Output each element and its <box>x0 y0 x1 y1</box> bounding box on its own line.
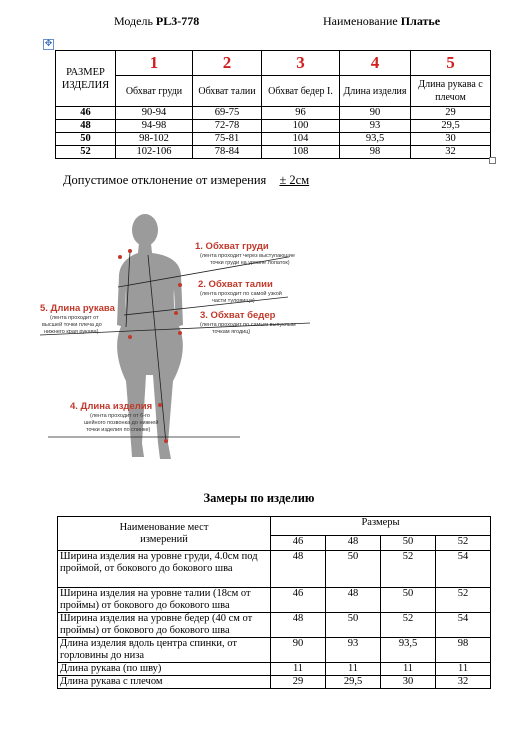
annotation-4-title: 4. Длина изделия <box>70 401 153 412</box>
measurement-value: 29,5 <box>326 676 381 689</box>
measure-number-1: 1 <box>116 51 193 76</box>
value-cell: 100 <box>262 120 340 133</box>
tolerance-value: ± 2см <box>279 173 310 187</box>
table-row <box>56 120 491 133</box>
annotation-5-sub: высшей точки плеча до <box>42 322 102 328</box>
measurement-value: 32 <box>436 676 491 689</box>
measurement-value: 93 <box>326 638 381 663</box>
size-cell: 52 <box>56 146 116 159</box>
value-cell: 96 <box>262 107 340 120</box>
annotation-1-sub: (лента проходит через выступающие <box>200 253 295 259</box>
value-cell: 75-81 <box>193 133 262 146</box>
size-column-header: 46 <box>271 536 326 551</box>
measurement-value: 52 <box>381 613 436 638</box>
annotation-2-sub: части туловища) <box>212 298 255 304</box>
size-header-cell: РАЗМЕР ИЗДЕЛИЯ <box>56 51 116 107</box>
size-cell: 48 <box>56 120 116 133</box>
annotation-4-sub: шейного позвонка до нижней <box>84 420 159 426</box>
annotation-4-sub: точки изделия по спинке) <box>86 427 151 433</box>
name-label: Наименование <box>323 14 398 28</box>
measurement-value: 48 <box>271 613 326 638</box>
measurement-value: 52 <box>436 588 491 613</box>
measurement-value: 11 <box>436 663 491 676</box>
annotation-1-sub: точки груди на уровне лопаток) <box>210 260 290 266</box>
size-column-header: 52 <box>436 536 491 551</box>
value-cell: 93 <box>340 120 411 133</box>
size-column-header: 50 <box>381 536 436 551</box>
value-cell: 98 <box>340 146 411 159</box>
value-cell: 78-84 <box>193 146 262 159</box>
value-cell: 98-102 <box>116 133 193 146</box>
value-cell: 94-98 <box>116 120 193 133</box>
measurement-value: 11 <box>271 663 326 676</box>
measurement-value: 11 <box>381 663 436 676</box>
measurement-value: 30 <box>381 676 436 689</box>
measurement-value: 52 <box>381 551 436 588</box>
annotation-5-sub: нижнего края рукава) <box>44 329 99 335</box>
measurement-value: 98 <box>436 638 491 663</box>
tolerance-line <box>63 173 309 188</box>
measurement-value: 90 <box>271 638 326 663</box>
measurement-value: 54 <box>436 551 491 588</box>
table-row <box>58 663 491 676</box>
size-column-header: 48 <box>326 536 381 551</box>
measurement-name-header: Наименование мест измерений <box>58 517 271 551</box>
value-cell: 29,5 <box>411 120 491 133</box>
annotation-5-title: 5. Длина рукава <box>40 303 115 314</box>
table-move-handle-icon[interactable]: ✥ <box>44 39 53 49</box>
table-row <box>58 588 491 613</box>
model-code: PL3-778 <box>155 14 200 28</box>
measurement-value: 93,5 <box>381 638 436 663</box>
annotation-4-sub: (лента проходит от 6-го <box>90 413 150 419</box>
measurement-name: Длина изделия вдоль центра спинки, от горловины до низа <box>58 638 271 663</box>
measure-number-4: 4 <box>340 51 411 76</box>
value-cell: 29 <box>411 107 491 120</box>
value-cell: 90-94 <box>116 107 193 120</box>
measurement-value: 50 <box>326 551 381 588</box>
product-name-heading <box>323 14 440 29</box>
measure-label-waist: Обхват талии <box>193 76 262 107</box>
measurement-value: 46 <box>271 588 326 613</box>
name-value: Платье <box>400 14 441 28</box>
measurement-value: 11 <box>326 663 381 676</box>
measurement-name: Ширина изделия на уровне груди, 4.0см под проймой, от бокового до бокового шва <box>58 551 271 588</box>
value-cell: 108 <box>262 146 340 159</box>
measure-number-5: 5 <box>411 51 491 76</box>
measure-label-length: Длина изделия <box>340 76 411 107</box>
measurement-value: 48 <box>326 588 381 613</box>
value-cell: 32 <box>411 146 491 159</box>
measurement-value: 50 <box>381 588 436 613</box>
size-cell: 50 <box>56 133 116 146</box>
model-heading <box>114 14 199 29</box>
measurement-value: 50 <box>326 613 381 638</box>
value-cell: 90 <box>340 107 411 120</box>
product-measurements-table <box>57 516 491 689</box>
measurement-name: Ширина изделия на уровне бедер (40 см от проймы) от бокового до бокового шва <box>58 613 271 638</box>
tolerance-text: Допустимое отклонение от измерения <box>63 173 267 187</box>
annotation-2-title: 2. Обхват талии <box>198 279 273 290</box>
annotation-3-sub: точкам ягодиц) <box>212 329 251 335</box>
table-row <box>58 638 491 663</box>
table-row <box>56 133 491 146</box>
annotation-2-sub: (лента проходит по самой узкой <box>200 291 282 297</box>
body-measurement-figure <box>40 205 340 475</box>
annotation-1-title: 1. Обхват груди <box>195 241 269 252</box>
measurement-name: Ширина изделия на уровне талии (18см от проймы) от бокового до бокового шва <box>58 588 271 613</box>
measure-label-bust: Обхват груди <box>116 76 193 107</box>
table-row <box>58 676 491 689</box>
measurement-value: 54 <box>436 613 491 638</box>
value-cell: 104 <box>262 133 340 146</box>
measure-label-sleeve: Длина рукава с плечом <box>411 76 491 107</box>
table-row <box>58 613 491 638</box>
measure-number-3: 3 <box>262 51 340 76</box>
size-chart-table <box>55 50 491 159</box>
annotation-3-title: 3. Обхват бедер <box>200 310 276 321</box>
measurement-name: Длина рукава с плечом <box>58 676 271 689</box>
table-row <box>56 146 491 159</box>
size-cell: 46 <box>56 107 116 120</box>
value-cell: 93,5 <box>340 133 411 146</box>
measurement-value: 29 <box>271 676 326 689</box>
value-cell: 72-78 <box>193 120 262 133</box>
product-measurements-title: Замеры по изделию <box>203 491 315 505</box>
measure-number-2: 2 <box>193 51 262 76</box>
value-cell: 30 <box>411 133 491 146</box>
sizes-header: Размеры <box>271 517 491 536</box>
table-resize-handle[interactable] <box>489 157 496 164</box>
annotation-3-sub: (лента проходит по самым выпуклым <box>200 322 296 328</box>
measurement-name: Длина рукава (по шву) <box>58 663 271 676</box>
model-label: Модель <box>114 14 153 28</box>
measurement-value: 48 <box>271 551 326 588</box>
table-row <box>58 551 491 588</box>
annotation-5-sub: (лента проходит от <box>50 315 99 321</box>
table-row <box>56 107 491 120</box>
measure-label-hips: Обхват бедер I. <box>262 76 340 107</box>
value-cell: 69-75 <box>193 107 262 120</box>
value-cell: 102-106 <box>116 146 193 159</box>
